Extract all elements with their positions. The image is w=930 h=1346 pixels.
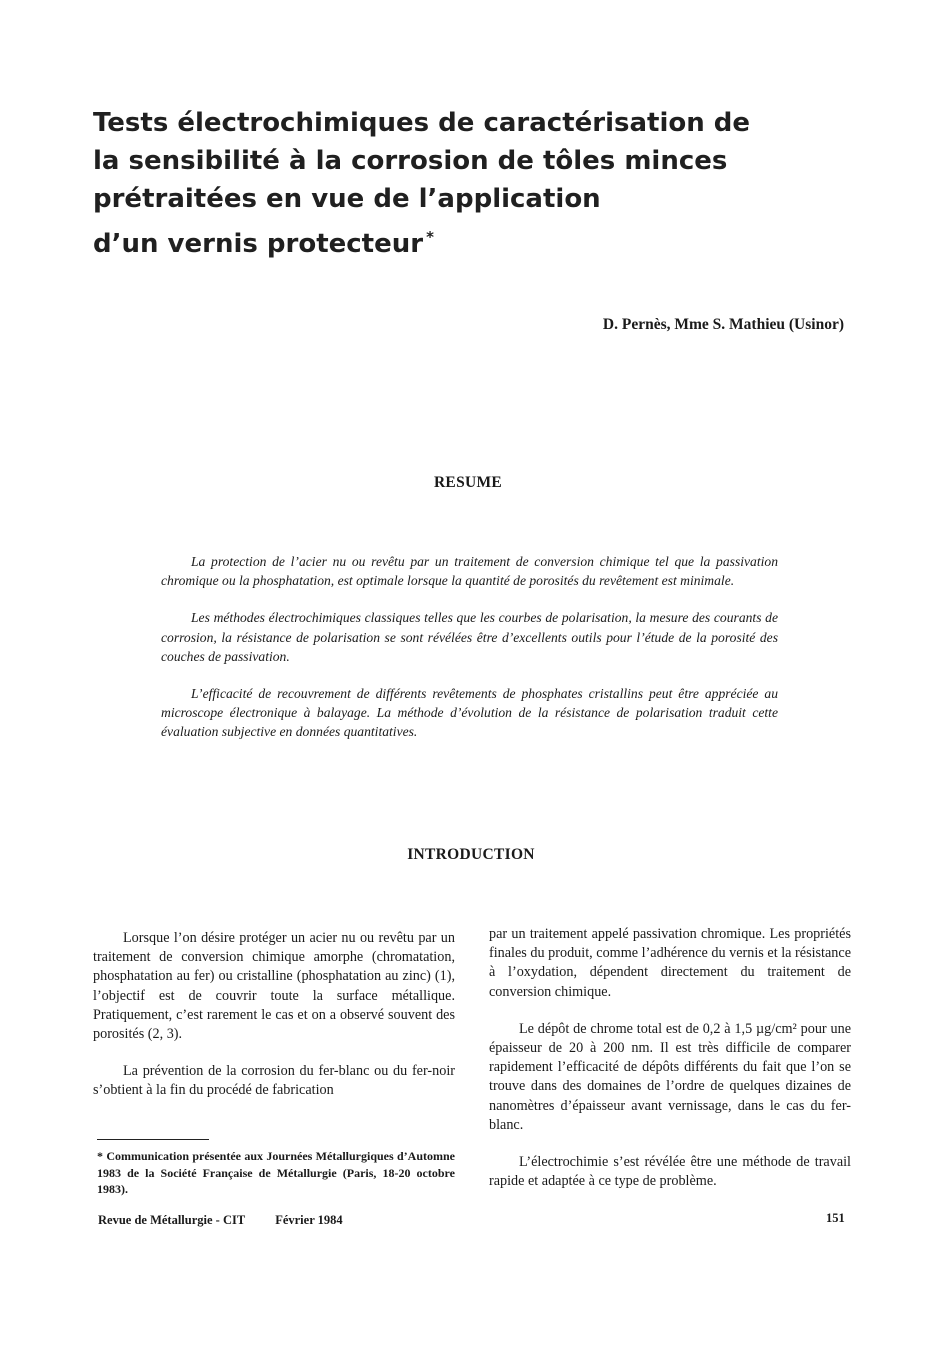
author-line: D. Pernès, Mme S. Mathieu (Usinor) xyxy=(602,316,844,333)
title-line: prétraitées en vue de l’application xyxy=(93,184,601,214)
abstract-paragraph: Les méthodes électrochimiques classiques telles que les courbes de polarisation, la mesure des courants de corrosion, la résistance de polarisation se sont révélées être d’excellents outils pour l’étude de la porosité des couches de passivation. xyxy=(161,610,778,664)
body-paragraph: par un traitement appelé passivation chromique. Les propriétés finales du produit, comme l’adhérence du vernis et la résistance à l’oxydation, dépendent directement du traitement de conversion chimique. xyxy=(489,926,851,1000)
body-paragraph: Le dépôt de chrome total est de 0,2 à 1,5 µg/cm² pour une épaisseur de 20 à 200 nm. Il est très difficile de comparer rapidement l’efficacité de dépôts différents du fait que l’on se trouve dans des domaines de l’ordre de quelques dizaines de nanomètres d’épaisseur avant vernissage, dans le cas du fer-blanc. xyxy=(489,1020,851,1133)
paper-title xyxy=(93,104,813,263)
right-column xyxy=(489,925,851,1209)
title-line: la sensibilité à la corrosion de tôles minces xyxy=(93,146,728,176)
body-paragraph: Lorsque l’on désire protéger un acier nu ou revêtu par un traitement de conversion chimique amorphe (chromatation, phosphatation au fer) ou cristalline (phosphatation au zinc) (1), l’objectif est de couvrir toute la surface métallique. Pratiquement, c’est rarement le cas et on a observé souvent des porosités (2, 3). xyxy=(93,930,455,1043)
page-number: 151 xyxy=(826,1211,845,1225)
body-paragraph: La prévention de la corrosion du fer-blanc ou du fer-noir s’obtient à la fin du procédé de fabrication xyxy=(93,1063,455,1099)
introduction-heading: INTRODUCTION xyxy=(407,846,535,863)
footnote-rule xyxy=(97,1139,209,1140)
left-column xyxy=(93,929,455,1119)
footnote: * Communication présentée aux Journées Métallurgiques d’Automne 1983 de la Société Française de Métallurgie (Paris, 18-20 octobre 1983). xyxy=(97,1149,455,1196)
abstract-paragraph: L’efficacité de recouvrement de différents revêtements de phosphates cristallins peut être appréciée au microscope électronique à balayage. La méthode d’évolution de la résistance de polarisation traduit cette évaluation subjective en données quantitatives. xyxy=(161,686,778,740)
abstract-paragraph: La protection de l’acier nu ou revêtu par un traitement de conversion chimique tel que la passivation chromique ou la phosphatation, est optimale lorsque la quantité de porosités du revêtement est minimale. xyxy=(161,554,778,589)
resume-heading: RESUME xyxy=(433,474,503,491)
journal-footer xyxy=(98,1213,343,1228)
title-line-text: d’un vernis protecteur xyxy=(93,229,424,259)
journal-name: Revue de Métallurgie - CIT xyxy=(98,1213,246,1227)
title-line xyxy=(93,218,813,263)
issue-date: Février 1984 xyxy=(275,1213,343,1227)
abstract-block xyxy=(161,552,778,742)
body-paragraph: L’électrochimie s’est révélée être une méthode de travail rapide et adaptée à ce type de problème. xyxy=(489,1154,851,1190)
title-line: Tests électrochimiques de caractérisation de xyxy=(93,108,751,138)
title-footnote-mark: * xyxy=(426,228,434,246)
